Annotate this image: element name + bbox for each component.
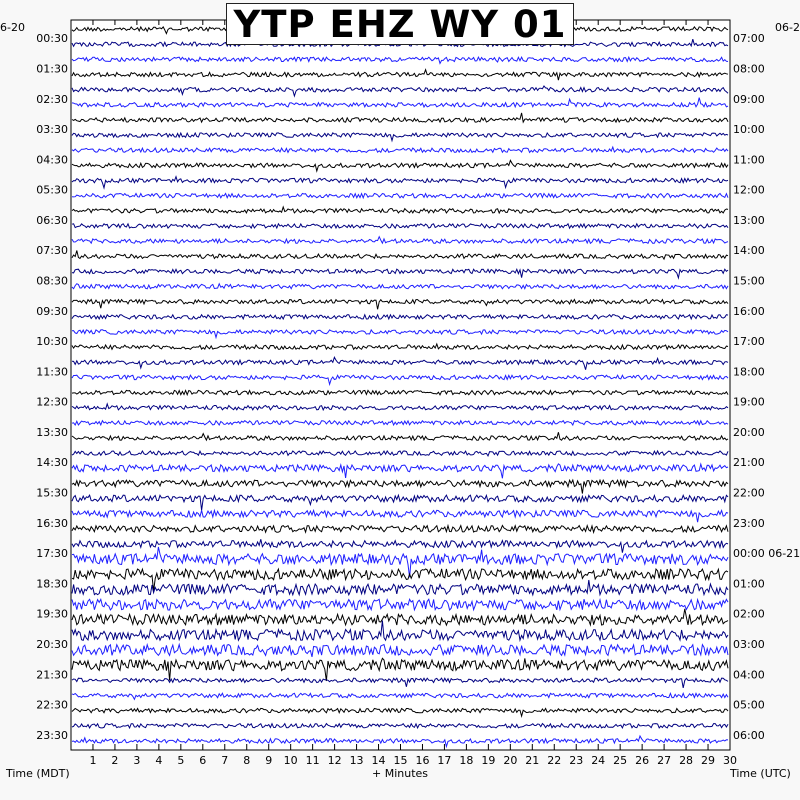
left-time-label: 15:30: [36, 486, 68, 500]
right-time-axis: [733, 32, 800, 742]
minute-tick-label: 17: [437, 754, 452, 767]
minute-tick-label: 12: [327, 754, 342, 767]
left-time-label: 08:30: [36, 274, 68, 288]
right-time-label: 02:00: [733, 607, 765, 621]
minute-tick-label: 25: [613, 754, 628, 767]
left-time-label: 20:30: [36, 637, 68, 651]
minute-tick-label: 11: [305, 754, 320, 767]
right-time-label: 11:00: [733, 153, 765, 167]
right-time-label: 21:00: [733, 456, 765, 470]
left-time-label: 02:30: [36, 92, 68, 106]
left-time-label: 06:30: [36, 213, 68, 227]
minute-tick-label: 5: [177, 754, 185, 767]
right-time-label: 08:00: [733, 62, 765, 76]
minute-tick-label: 8: [243, 754, 251, 767]
minute-tick-label: 30: [723, 754, 737, 767]
right-time-label: 03:00: [733, 637, 765, 651]
left-time-label: 18:30: [36, 577, 68, 591]
minute-tick-label: 22: [547, 754, 562, 767]
minute-tick-label: 26: [635, 754, 650, 767]
left-time-label: 04:30: [36, 153, 68, 167]
minute-tick-label: 19: [481, 754, 496, 767]
right-time-label: 04:00: [733, 668, 765, 682]
minute-tick-label: 7: [221, 754, 229, 767]
left-time-label: 01:30: [36, 62, 68, 76]
minute-tick-label: 3: [133, 754, 141, 767]
right-time-label: 14:00: [733, 244, 765, 258]
right-time-label: 23:00: [733, 516, 765, 530]
minute-tick-label: 24: [591, 754, 606, 767]
right-time-label: 22:00: [733, 486, 765, 500]
left-time-label: 10:30: [36, 335, 68, 349]
left-time-label: 00:30: [36, 32, 68, 46]
right-time-label: 06:00: [733, 728, 765, 742]
right-time-label: 18:00: [733, 365, 765, 379]
minute-tick-label: 1: [89, 754, 97, 767]
minute-tick-label: 18: [459, 754, 474, 767]
right-time-label: 13:00: [733, 213, 765, 227]
left-time-label: 13:30: [36, 425, 68, 439]
minute-tick-label: 4: [155, 754, 163, 767]
left-time-label: 03:30: [36, 123, 68, 137]
right-time-label: 00:00 06-21: [733, 547, 800, 561]
minute-tick-label: 29: [701, 754, 716, 767]
start-date-left: 6-20: [0, 21, 25, 34]
left-time-label: 21:30: [36, 668, 68, 682]
right-time-label: 07:00: [733, 32, 765, 46]
left-time-label: 17:30: [36, 547, 68, 561]
left-time-label: 22:30: [36, 698, 68, 712]
right-time-label: 01:00: [733, 577, 765, 591]
minute-tick-label: 6: [199, 754, 207, 767]
minute-tick-label: 21: [525, 754, 540, 767]
right-time-label: 19:00: [733, 395, 765, 409]
right-time-label: 16:00: [733, 304, 765, 318]
right-time-label: 15:00: [733, 274, 765, 288]
plot-area: [71, 20, 730, 750]
left-time-label: 23:30: [36, 728, 68, 742]
x-axis-title: + Minutes: [372, 767, 429, 780]
minute-tick-label: 13: [349, 754, 364, 767]
right-time-label: 10:00: [733, 123, 765, 137]
left-time-label: 09:30: [36, 304, 68, 318]
minute-tick-label: 16: [415, 754, 430, 767]
right-time-label: 17:00: [733, 335, 765, 349]
left-time-label: 19:30: [36, 607, 68, 621]
minute-tick-label: 23: [569, 754, 584, 767]
station-title-box: [226, 3, 574, 45]
left-time-axis: [36, 32, 68, 742]
left-time-label: 05:30: [36, 183, 68, 197]
right-time-label: 05:00: [733, 698, 765, 712]
minute-tick-label: 2: [111, 754, 119, 767]
station-title: YTP EHZ WY 01: [233, 2, 567, 46]
minute-tick-label: 15: [393, 754, 408, 767]
left-time-label: 12:30: [36, 395, 68, 409]
minute-tick-label: 10: [283, 754, 298, 767]
right-time-label: 12:00: [733, 183, 765, 197]
right-axis-title: Time (UTC): [730, 767, 791, 780]
minute-tick-label: 27: [657, 754, 672, 767]
minute-tick-label: 20: [503, 754, 518, 767]
left-time-label: 16:30: [36, 516, 68, 530]
start-date-right: 06-2: [775, 21, 800, 34]
minute-tick-label: 28: [679, 754, 694, 767]
left-time-label: 11:30: [36, 365, 68, 379]
right-time-label: 20:00: [733, 425, 765, 439]
right-time-label: 09:00: [733, 92, 765, 106]
minute-tick-label: 14: [371, 754, 386, 767]
left-time-label: 14:30: [36, 456, 68, 470]
left-time-label: 07:30: [36, 244, 68, 258]
left-axis-title: Time (MDT): [6, 767, 70, 780]
minute-tick-label: 9: [265, 754, 273, 767]
